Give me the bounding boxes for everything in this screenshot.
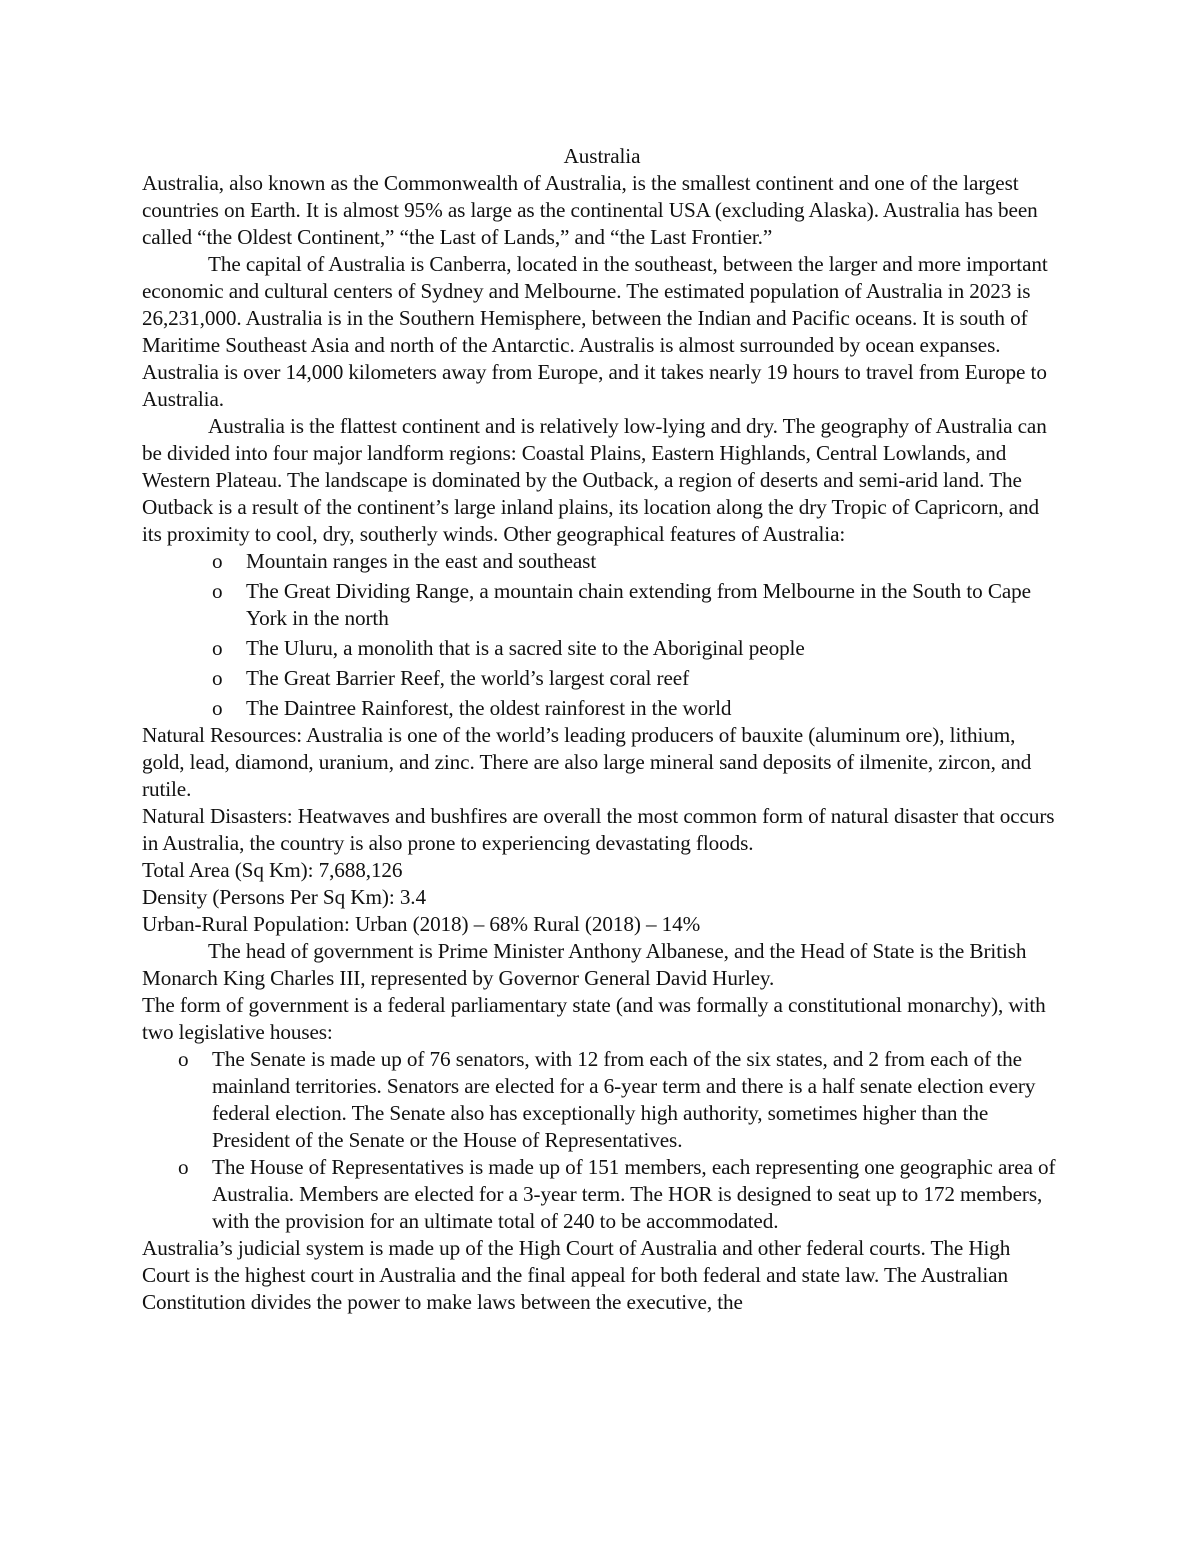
head-of-government-paragraph: The head of government is Prime Minister Anthony Albanese, and the Head of State is the British Monarch King Charles III, represented by Governor General David Hurley. bbox=[142, 939, 1027, 990]
list-item bbox=[142, 695, 1062, 722]
list-item-text: Mountain ranges in the east and southeast bbox=[246, 549, 597, 573]
density-line: Density (Persons Per Sq Km): 3.4 bbox=[142, 885, 427, 909]
document-title: Australia bbox=[563, 144, 641, 168]
list-item bbox=[142, 1046, 1062, 1154]
bullet-icon: o bbox=[212, 696, 223, 720]
list-item-text: The Great Barrier Reef, the world’s largest coral reef bbox=[246, 666, 690, 690]
capital-paragraph: The capital of Australia is Canberra, located in the southeast, between the larger and more important economic and cultural centers of Sydney and Melbourne. The estimated population of Australia in 2023 is 26,231,000. Australia is in the Southern Hemisphere, between the Indian and Pacific oceans. It is south of Maritime Southeast Asia and north of the Antarctic. Australis is almost surrounded by ocean expanses. Australia is over 14,000 kilometers away from Europe, and it takes nearly 19 hours to travel from Europe to Australia. bbox=[142, 252, 1048, 411]
list-item-text: The Daintree Rainforest, the oldest rainforest in the world bbox=[246, 696, 732, 720]
bullet-icon: o bbox=[212, 666, 223, 690]
natural-disasters-paragraph: Natural Disasters: Heatwaves and bushfires are overall the most common form of natural disaster that occurs in Australia, the country is also prone to experiencing devastating floods. bbox=[142, 804, 1055, 855]
bullet-icon: o bbox=[212, 549, 223, 573]
natural-resources-paragraph: Natural Resources: Australia is one of the world’s leading producers of bauxite (aluminum ore), lithium, gold, lead, diamond, uranium, and zinc. There are also large mineral sand deposits of ilmenite, zircon, and rutile. bbox=[142, 723, 1032, 801]
bullet-icon: o bbox=[178, 1155, 189, 1179]
bullet-icon: o bbox=[212, 579, 223, 603]
urban-rural-line: Urban-Rural Population: Urban (2018) – 68% Rural (2018) – 14% bbox=[142, 912, 701, 936]
bullet-icon: o bbox=[212, 636, 223, 660]
list-item bbox=[142, 635, 1062, 662]
document-body bbox=[142, 143, 1062, 1316]
list-item-text: The Great Dividing Range, a mountain chain extending from Melbourne in the South to Cape York in the north bbox=[246, 579, 1031, 630]
list-item bbox=[142, 665, 1062, 692]
geography-features-list bbox=[142, 548, 1062, 722]
list-item bbox=[142, 578, 1062, 632]
geography-paragraph: Australia is the flattest continent and is relatively low-lying and dry. The geography of Australia can be divided into four major landform regions: Coastal Plains, Eastern Highlands, Central Lowlands, and Western Plateau. The landscape is dominated by the Outback, a region of deserts and semi-arid land. The Outback is a result of the continent’s large inland plains, its location along the dry Tropic of Capricorn, and its proximity to cool, dry, southerly winds. Other geographical features of Australia: bbox=[142, 414, 1047, 546]
intro-paragraph: Australia, also known as the Commonwealth of Australia, is the smallest continent and one of the largest countries on Earth. It is almost 95% as large as the continental USA (excluding Alaska). Australia has been called “the Oldest Continent,” “the Last of Lands,” and “the Last Frontier.” bbox=[142, 171, 1038, 249]
form-of-government-paragraph: The form of government is a federal parliamentary state (and was formally a constitutional monarchy), with two legislative houses: bbox=[142, 993, 1046, 1044]
list-item-text: The Senate is made up of 76 senators, with 12 from each of the six states, and 2 from each of the mainland territories. Senators are elected for a 6-year term and there is a half senate election every federal election. The Senate also has exceptionally high authority, sometimes higher than the President of the Senate or the House of Representatives. bbox=[212, 1047, 1036, 1152]
list-item-text: The House of Representatives is made up of 151 members, each representing one geographic area of Australia. Members are elected for a 3-year term. The HOR is designed to seat up to 172 members, with the provision for an ultimate total of 240 to be accommodated. bbox=[212, 1155, 1056, 1233]
list-item bbox=[142, 548, 1062, 575]
list-item-text: The Uluru, a monolith that is a sacred site to the Aboriginal people bbox=[246, 636, 805, 660]
bullet-icon: o bbox=[178, 1047, 189, 1071]
legislative-houses-list bbox=[142, 1046, 1062, 1235]
judicial-system-paragraph: Australia’s judicial system is made up of the High Court of Australia and other federal courts. The High Court is the highest court in Australia and the final appeal for both federal and state law. The Australian Constitution divides the power to make laws between the executive, the bbox=[142, 1236, 1011, 1314]
total-area-line: Total Area (Sq Km): 7,688,126 bbox=[142, 858, 403, 882]
list-item bbox=[142, 1154, 1062, 1235]
